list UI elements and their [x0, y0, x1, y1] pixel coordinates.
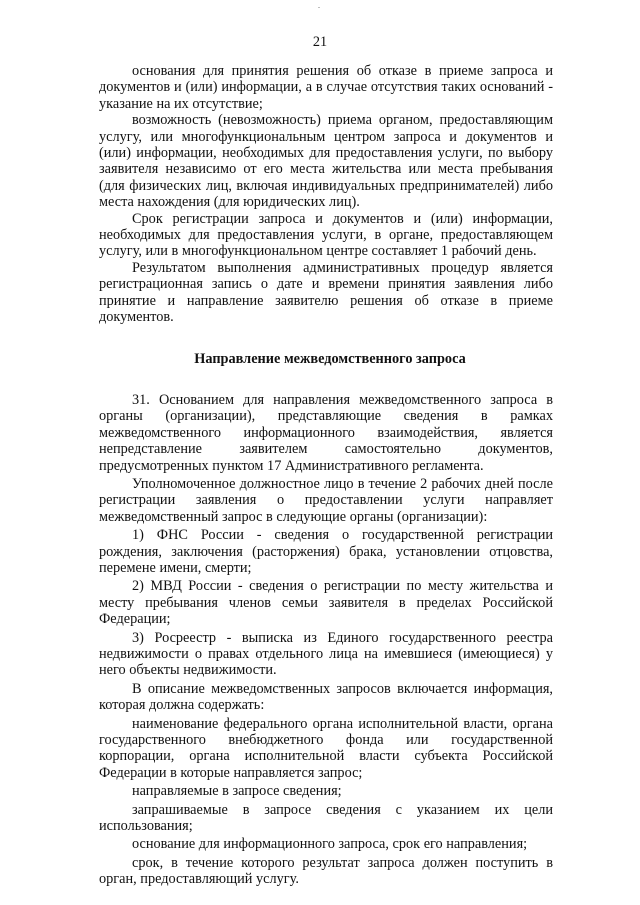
paragraph: 31. Основанием для направления межведомственного запроса в органы (организации), представляющие сведения в рамках межведомственного информационного взаимодействия, является непредставление заявителем самостоятельно документов, предусмотренных пунктом 17 Административного регламента.: [99, 391, 553, 474]
list-item: 1) ФНС России - сведения о государственной регистрации рождения, заключения (расторжения) брака, установлении отцовства, перемене имени, смерти;: [99, 527, 553, 576]
paragraph: основания для принятия решения об отказе в приеме запроса и документов и (или) информации, а в случае отсутствия таких оснований - указание на их отсутствие;: [99, 63, 553, 112]
paragraph: наименование федерального органа исполнительной власти, органа государственного внебюджетного фонда или государственной корпорации, органа исполнительной власти субъекта Российской Федерации в которые направляется запрос;: [99, 715, 553, 781]
page-number: 21: [312, 34, 328, 50]
paragraph: срок, в течение которого результат запроса должен поступить в орган, предоставляющий услугу.: [99, 854, 553, 888]
paragraph: Результатом выполнения административных процедур является регистрационная запись о дате и времени принятия заявления либо принятие и направление заявителю решения об отказе в приеме документов.: [99, 259, 553, 326]
paragraph: запрашиваемые в запросе сведения с указанием их цели использования;: [99, 801, 553, 835]
paragraph: возможность (невозможность) приема органом, предоставляющим услугу, или многофункциональным центром запроса и документов и (или) информации, необходимых для предоставления услуги, по выбору заявителя независимо от его места жительства или места пребывания (для физических лиц, включая индивидуальных предпринимателей) либо места нахождения (для юридических лиц).: [99, 112, 553, 211]
list-item: 2) МВД России - сведения о регистрации по месту жительства и месту пребывания членов семьи заявителя в пределах Российской Федерации;: [99, 578, 553, 628]
paragraph: В описание межведомственных запросов включается информация, которая должна содержать:: [99, 680, 553, 714]
document-body: [99, 63, 553, 888]
paragraph: направляемые в запросе сведения;: [132, 783, 342, 800]
paragraph: Уполномоченное должностное лицо в течение 2 рабочих дней после регистрации заявления о предоставлении услуги направляет межведомственный запрос в следующие органы (организации):: [99, 475, 553, 525]
top-mark: .: [318, 1, 320, 10]
section-heading: Направление межведомственного запроса: [194, 350, 466, 367]
paragraph: Срок регистрации запроса и документов и (или) информации, необходимых для предоставления услуги, в органе, предоставляющем услугу, или в многофункциональном центре составляет 1 рабочий день.: [99, 210, 553, 260]
list-item: 3) Росреестр - выписка из Единого государственного реестра недвижимости о правах отдельного лица на имевшиеся (имеющиеся) у него объекты недвижимости.: [99, 629, 553, 679]
paragraph: основание для информационного запроса, срок его направления;: [132, 836, 528, 853]
